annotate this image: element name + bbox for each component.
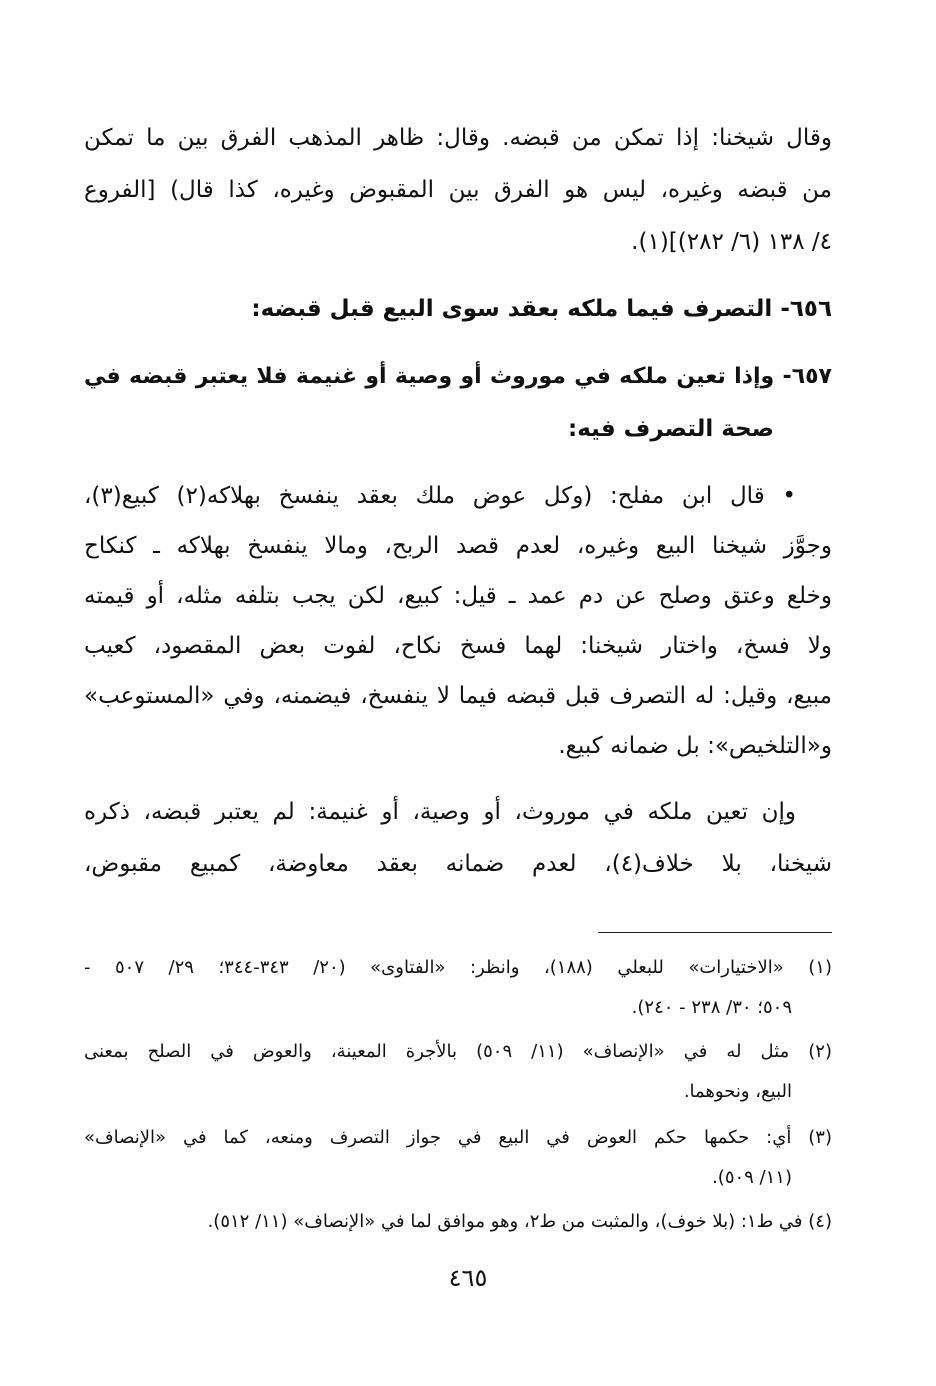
footnote-2-line-1: (٢) مثل له في «الإنصاف» (١١/ ٥٠٩) بالأجرة المعينة، والعوض في الصلح بمعنى [84,1041,832,1062]
para3-line-2: شيخنا، بلا خلاف(٤)، لعدم ضمانه بعقد معاوضة، كمبيع مقبوض، [84,851,832,877]
para2-line-6: و«التلخيص»: بل ضمانه كبيع. [558,733,832,759]
footnote-2-line-2: البيع، ونحوهما. [683,1081,792,1102]
para2-line-2: وجوَّز شيخنا البيع وغيره، لعدم قصد الربح، ومالا ينفسخ بهلاكه ـ كنكاح [84,533,832,559]
footnote-1-line-1: (١) «الاختيارات» للبعلي (١٨٨)، وانظر: «الفتاوى» (٢٠/ ٣٤٣-٣٤٤؛ ٢٩/ ٥٠٧ - [84,957,832,978]
para2-line-3: وخلع وعتق وصلح عن دم عمد ـ قيل: كبيع، لكن يجب بتلفه مثله، أو قيمته [84,583,832,609]
heading-657-line-1: ٦٥٧- وإذا تعين ملكه في موروث أو وصية أو غنيمة فلا يعتبر قبضه في [84,364,832,389]
para1-line-3: ٤/ ١٣٨ (٦/ ٢٨٢)](١). [631,229,832,255]
para3-line-1: وإن تعين ملكه في موروث، أو وصية، أو غنيمة: لم يعتبر قبضه، ذكره [84,799,796,825]
footnote-separator [598,932,832,933]
footnote-3-line-1: (٣) أي: حكمها حكم العوض في البيع في جواز التصرف ومنعه، كما في «الإنصاف» [84,1127,832,1148]
para2-line-5: مبيع، وقيل: له التصرف قبل قبضه فيما لا ينفسخ، فيضمنه، وفي «المستوعب» [84,683,832,709]
heading-656: ٦٥٦- التصرف فيما ملكه بعقد سوى البيع قبل قبضه: [251,296,832,322]
para2-line-1: • قال ابن مفلح: (وكل عوض ملك بعقد ينفسخ بهلاكه(٢) كبيع(٣)، [84,483,796,509]
footnote-3-line-2: (١١/ ٥٠٩). [712,1167,792,1188]
footnote-4-line-1: (٤) في ط١: (بلا خوف)، والمثبت من ط٢، وهو موافق لما في «الإنصاف» (١١/ ٥١٢). [207,1211,832,1232]
footnote-1-line-2: ٥٠٩؛ ٣٠/ ٢٣٨ - ٢٤٠). [631,997,792,1018]
heading-657-line-2: صحة التصرف فيه: [568,416,774,442]
para1-line-2: من قبضه وغيره، ليس هو الفرق بين المقبوض وغيره، كذا قال) [الفروع [84,177,832,203]
para1-line-1: وقال شيخنا: إذا تمكن من قبضه. وقال: ظاهر المذهب الفرق بين ما تمكن [84,125,832,151]
para2-line-4: ولا فسخ، واختار شيخنا: لهما فسخ نكاح، لفوت بعض المقصود، كعيب [84,633,832,659]
page-number: ٤٦٥ [448,1264,488,1292]
